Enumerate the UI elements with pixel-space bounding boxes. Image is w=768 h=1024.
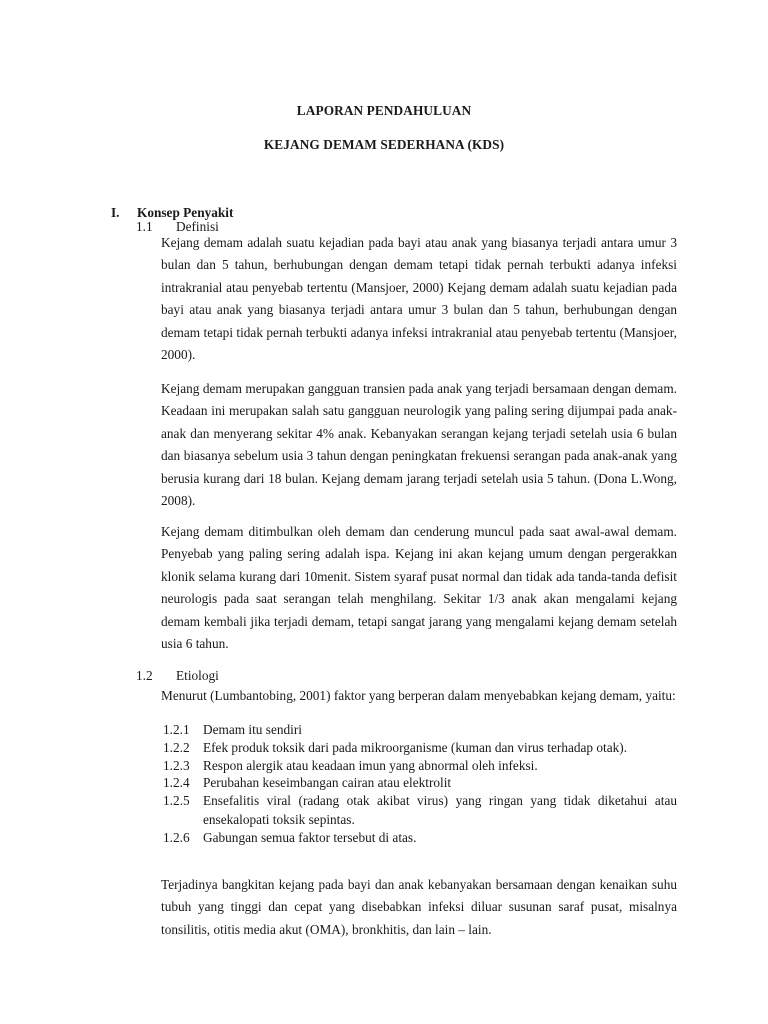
document-title: LAPORAN PENDAHULUAN: [296, 103, 472, 118]
list-item: [161, 791, 677, 829]
paragraph-definisi-3: Kejang demam ditimbulkan oleh demam dan cenderung muncul pada saat awal-awal demam. Penyebab yang paling sering adalah ispa. Kejang ini akan kejang umum dengan pergerakkan klonik selama kurang dari 10menit. Sistem syaraf pusat normal dan tidak ada tanda-tanda defisit neurologis pada saat serangan telah menghilang. Sekitar 1/3 anak akan mengalami kejang demam kembali jika terjadi demam, tetapi sangat jarang yang mengalami kejang demam setelah usia 6 tahun.: [161, 524, 677, 652]
etiologi-list: [161, 721, 677, 846]
list-item-text: Demam itu sendiri: [203, 722, 302, 737]
paragraph-etiologi-intro: Menurut (Lumbantobing, 2001) faktor yang berperan dalam menyebabkan kejang demam, yaitu:: [161, 688, 676, 703]
list-item-number: 1.2.4: [163, 775, 190, 790]
list-item: [161, 738, 677, 757]
subsection-heading-etiologi: [136, 668, 219, 684]
list-item-number: 1.2.1: [163, 722, 190, 737]
list-item-text: Gabungan semua faktor tersebut di atas.: [203, 830, 417, 845]
section-title: Konsep Penyakit: [137, 205, 234, 220]
subsection-title: Definisi: [176, 219, 219, 234]
section-number: I.: [111, 205, 120, 220]
list-item-text: Efek produk toksik dari pada mikroorganisme (kuman dan virus terhadap otak).: [203, 740, 628, 755]
list-item-text: Respon alergik atau keadaan imun yang abnormal oleh infeksi.: [203, 758, 538, 773]
subsection-number: 1.1: [136, 219, 153, 234]
paragraph-definisi-1: Kejang demam adalah suatu kejadian pada bayi atau anak yang biasanya terjadi antara umur 3 bulan dan 5 tahun, berhubungan dengan demam tetapi tidak pernah terbukti adanya infeksi intrakranial atau penyebab tertentu (Mansjoer, 2000) Kejang demam adalah suatu kejadian pada bayi atau anak yang biasanya terjadi antara umur 3 bulan dan 5 tahun, berhubungan dengan demam tetapi tidak pernah terbukti adanya infeksi intrakranial atau penyebab tertentu (Mansjoer, 2000).: [161, 235, 677, 363]
list-item-number: 1.2.6: [163, 830, 190, 845]
document-subtitle: KEJANG DEMAM SEDERHANA (KDS): [263, 137, 505, 152]
subsection-title: Etiologi: [176, 668, 219, 683]
paragraph-etiologi-closing: Terjadinya bangkitan kejang pada bayi dan anak kebanyakan bersamaan dengan kenaikan suhu tubuh yang tinggi dan cepat yang disebabkan infeksi diluar susunan saraf pusat, misalnya tonsilitis, otitis media akut (OMA), bronkhitis, dan lain – lain.: [161, 877, 677, 937]
list-item-number: 1.2.3: [163, 758, 190, 773]
list-item: [161, 774, 677, 791]
list-item-number: 1.2.5: [163, 793, 190, 808]
list-item-text: Perubahan keseimbangan cairan atau elektrolit: [203, 775, 452, 790]
paragraph-definisi-2: Kejang demam merupakan gangguan transien pada anak yang terjadi bersamaan dengan demam. Keadaan ini merupakan salah satu gangguan neurologik yang paling sering dijumpai pada anak-anak dan menyerang sekitar 4% anak. Kebanyakan serangan kejang terjadi setelah usia 6 bulan dan biasanya sebelum usia 3 tahun dengan peningkatan frekuensi serangan pada anak-anak yang berusia kurang dari 18 bulan. Kejang demam jarang terjadi setelah usia 5 tahun. (Dona L.Wong, 2008).: [161, 381, 677, 509]
list-item-text: Ensefalitis viral (radang otak akibat virus) yang ringan yang tidak diketahui atau ensekalopati toksik sepintas.: [203, 793, 677, 827]
subsection-number: 1.2: [136, 668, 153, 683]
list-item: [161, 829, 677, 846]
list-item: [161, 721, 677, 738]
list-item: [161, 757, 677, 774]
list-item-number: 1.2.2: [163, 740, 190, 755]
